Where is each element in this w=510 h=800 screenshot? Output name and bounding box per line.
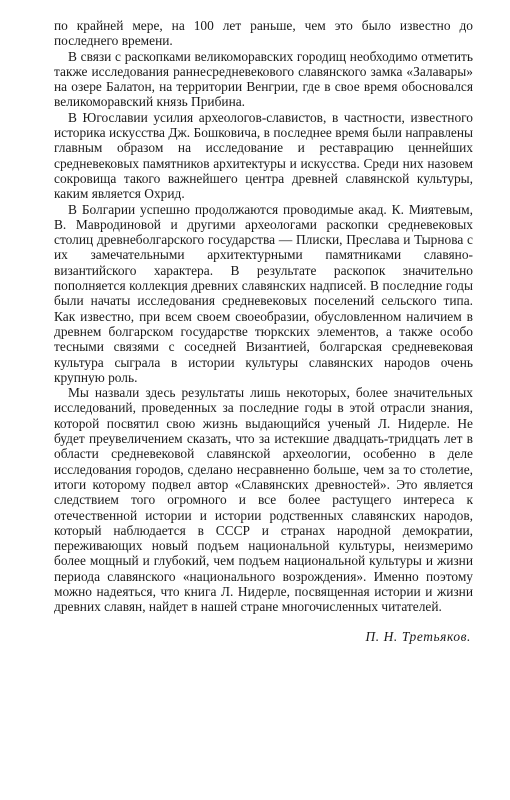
author-signature: П. Н. Третьяков. <box>365 628 471 644</box>
paragraph-great-moravia: В связи с раскопками великоморавских городищ необходимо отметить также исследования раннесредневекового славянского замка «Залавары» на озере Балатон, на территории Венгрии, где в свое время обосновался великоморавский князь Прибина. <box>54 48 473 110</box>
paragraph-bulgaria: В Болгарии успешно продолжаются проводимые акад. К. Миятевым, В. Мавродиновой и другими археологами раскопки средневековых столиц древнеболгарского государства — Плиски, Преслава и Тырнова с их замечательными архитектурными памятниками славяно-византийского характера. В результате раскопок значительно пополняется коллекция древних славянских надписей. В последние годы были начаты исследования средневековых поселений сельского типа. Как известно, при всем своем своеобразии, обусловленном наличием в древнем болгарском государстве тюркских элементов, а также особо тесными связями с соседней Византией, болгарская средневековая культура сыграла в истории культуры славянских народов очень крупную роль. <box>54 201 473 385</box>
paragraph-continuation: по крайней мере, на 100 лет раньше, чем это было известно до последнего времени. <box>54 18 473 49</box>
page-body <box>54 18 473 644</box>
paragraph-conclusion: Мы назвали здесь результаты лишь некоторых, более значительных исследований, проведенных за последние годы в этой отрасли знания, которой посвятил свою жизнь выдающийся ученый Л. Нидерле. Не будет преувеличением сказать, что за истекшие двадцать-тридцать лет в области средневековой славянской археологии, особенно в деле исследования городов, сделано несравненно больше, чем за то столетие, итоги которому подвел автор «Славянских древностей». Это является следствием того огромного и все более растущего интереса к отечественной истории и истории родственных славянских народов, который наблюдается в СССР и странах народной демократии, переживающих новый подъем национальной культуры, неизмеримо более мощный и глубокий, чем подъем национальной культуры и жизни периода славянского «национального возрождения». Именно поэтому можно надеяться, что книга Л. Нидерле, посвященная истории и жизни древних славян, найдет в нашей стране многочисленных читателей. <box>54 385 473 615</box>
paragraph-yugoslavia: В Югославии усилия археологов-славистов, в частности, известного историка искусства Дж. Бошковича, в последнее время были направлены главным образом на исследование и реставрацию ценнейших средневековых памятников архитектуры и искусства. Среди них назовем сокровища такого важнейшего центра древней славянской культуры, каким является Охрид. <box>54 109 473 202</box>
